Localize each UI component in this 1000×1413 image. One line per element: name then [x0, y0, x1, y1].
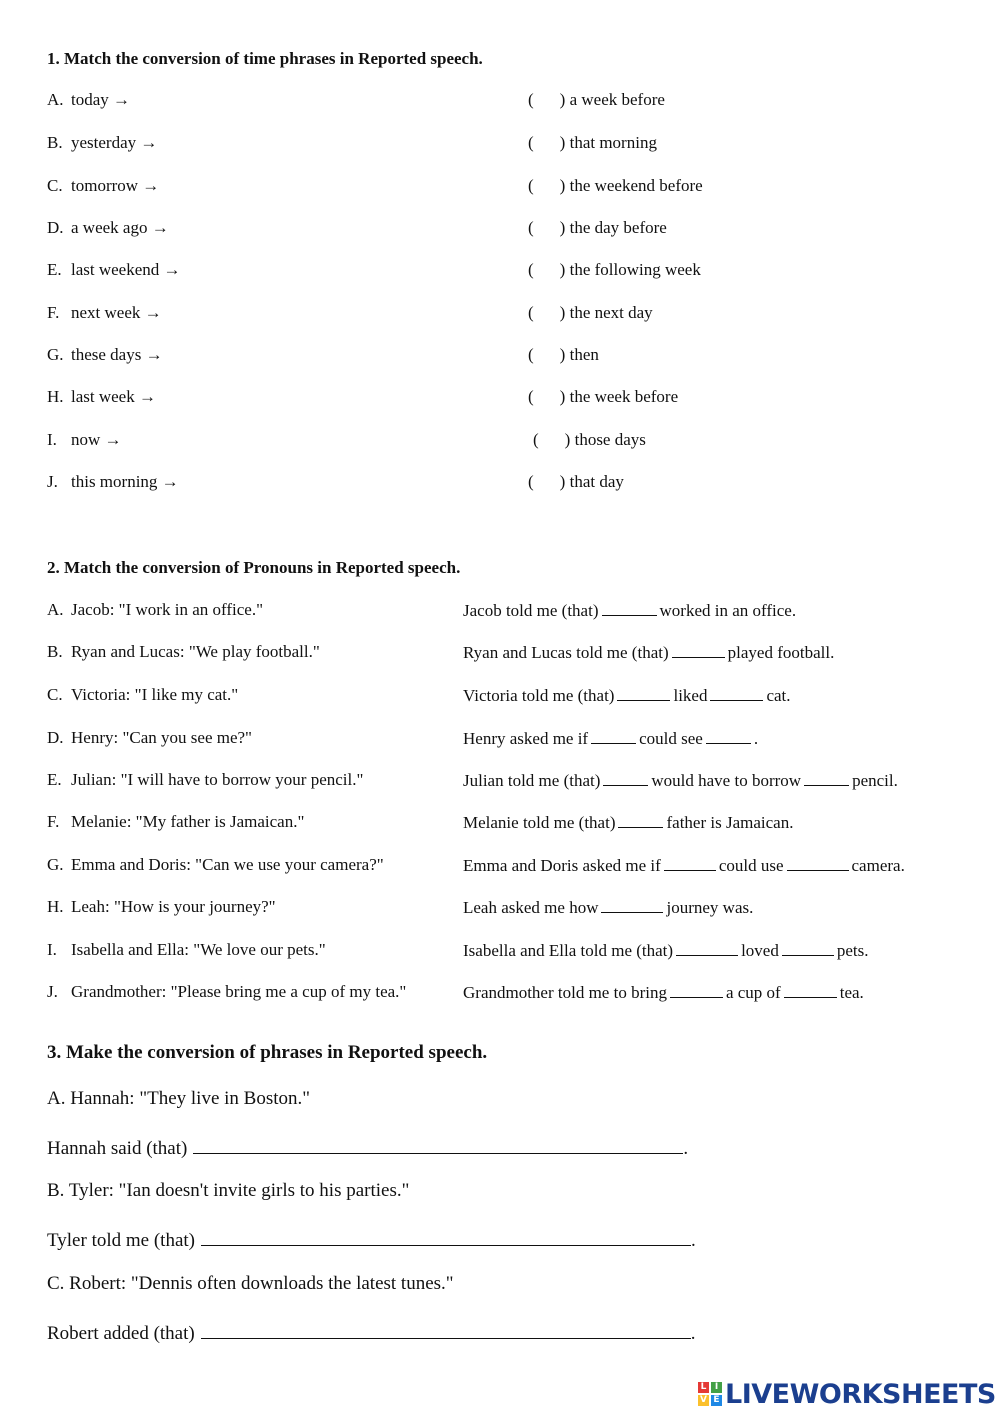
list-item: J. Grandmother: "Please bring me a cup of my tea."	[47, 982, 407, 1001]
list-item: Emma and Doris asked me if could use camera.	[463, 856, 905, 875]
answer-blank[interactable]	[787, 855, 849, 871]
logo-icon-letter: I	[711, 1382, 722, 1393]
logo-icon-letter: L	[698, 1382, 709, 1393]
answer-blank[interactable]	[676, 940, 738, 956]
answer-input[interactable]	[193, 1135, 683, 1154]
list-item: I. Isabella and Ella: "We love our pets."	[47, 940, 326, 959]
answer-blank[interactable]	[618, 812, 663, 828]
section-2-title: 2. Match the conversion of Pronouns in Reported speech.	[47, 558, 461, 577]
list-item: J. this morning →	[47, 472, 179, 491]
answer-input[interactable]	[201, 1227, 691, 1246]
list-item: E. last weekend →	[47, 260, 181, 279]
answer-blank[interactable]	[672, 642, 725, 658]
answer-blank[interactable]	[710, 685, 763, 701]
list-item: Ryan and Lucas told me (that) played football.	[463, 643, 835, 662]
answer-blank[interactable]	[784, 982, 837, 998]
list-item: Victoria told me (that) liked cat.	[463, 686, 791, 705]
answer-blank[interactable]	[664, 855, 716, 871]
list-item: ( ) the day before	[528, 218, 667, 237]
list-item: Jacob told me (that) worked in an office.	[463, 601, 797, 620]
list-item: A. Jacob: "I work in an office."	[47, 600, 264, 619]
list-item: D. Henry: "Can you see me?"	[47, 728, 252, 747]
list-item: G. these days →	[47, 345, 163, 364]
list-item: Grandmother told me to bring a cup of tea.	[463, 983, 864, 1002]
answer-blank[interactable]	[706, 728, 751, 744]
list-item: ( ) those days	[533, 430, 646, 449]
list-item: Isabella and Ella told me (that) loved pets.	[463, 941, 869, 960]
answer-blank[interactable]	[601, 897, 663, 913]
answer-blank[interactable]	[804, 770, 849, 786]
list-item: Leah asked me how journey was.	[463, 898, 754, 917]
logo-icon-letter: E	[711, 1395, 722, 1406]
list-item: C. tomorrow →	[47, 176, 160, 195]
list-item: Henry asked me if could see .	[463, 729, 759, 748]
list-item: H. last week →	[47, 387, 156, 406]
list-item: Melanie told me (that) father is Jamaican.	[463, 813, 794, 832]
answer-blank[interactable]	[591, 728, 636, 744]
list-item: H. Leah: "How is your journey?"	[47, 897, 276, 916]
list-item: ( ) that morning	[528, 133, 657, 152]
answer-blank[interactable]	[602, 600, 657, 616]
list-item: E. Julian: "I will have to borrow your pencil."	[47, 770, 364, 789]
list-item: ( ) that day	[528, 472, 624, 491]
list-item: D. a week ago →	[47, 218, 169, 237]
answer-input[interactable]	[201, 1320, 691, 1339]
answer-line: Hannah said (that) .	[47, 1135, 688, 1160]
list-item: ( ) a week before	[528, 90, 665, 109]
list-item: ( ) then	[528, 345, 599, 364]
list-item: I. now →	[47, 430, 122, 449]
list-item: B. yesterday →	[47, 133, 158, 152]
section-1-title: 1. Match the conversion of time phrases in Reported speech.	[47, 49, 483, 68]
answer-blank[interactable]	[603, 770, 648, 786]
answer-line: Tyler told me (that) .	[47, 1227, 696, 1252]
logo-icon-letter: V	[698, 1395, 709, 1406]
answer-blank[interactable]	[617, 685, 670, 701]
list-item: ( ) the weekend before	[528, 176, 703, 195]
list-item: C. Victoria: "I like my cat."	[47, 685, 239, 704]
question-quote: C. Robert: "Dennis often downloads the latest tunes."	[47, 1273, 454, 1294]
list-item: G. Emma and Doris: "Can we use your camera?"	[47, 855, 384, 874]
list-item: F. Melanie: "My father is Jamaican."	[47, 812, 305, 831]
answer-line: Robert added (that) .	[47, 1320, 695, 1345]
answer-blank[interactable]	[670, 982, 723, 998]
list-item: Julian told me (that) would have to borrow pencil.	[463, 771, 898, 790]
list-item: F. next week →	[47, 303, 162, 322]
list-item: ( ) the next day	[528, 303, 653, 322]
liveworksheets-logo	[698, 1380, 996, 1408]
list-item: ( ) the week before	[528, 387, 679, 406]
logo-icon	[698, 1382, 722, 1406]
answer-blank[interactable]	[782, 940, 834, 956]
section-3-title: 3. Make the conversion of phrases in Reported speech.	[47, 1042, 488, 1063]
question-quote: B. Tyler: "Ian doesn't invite girls to his parties."	[47, 1180, 410, 1201]
list-item: B. Ryan and Lucas: "We play football."	[47, 642, 320, 661]
logo-text: LIVEWORKSHEETS	[725, 1378, 996, 1410]
question-quote: A. Hannah: "They live in Boston."	[47, 1088, 311, 1109]
list-item: A. today →	[47, 90, 131, 109]
list-item: ( ) the following week	[528, 260, 701, 279]
